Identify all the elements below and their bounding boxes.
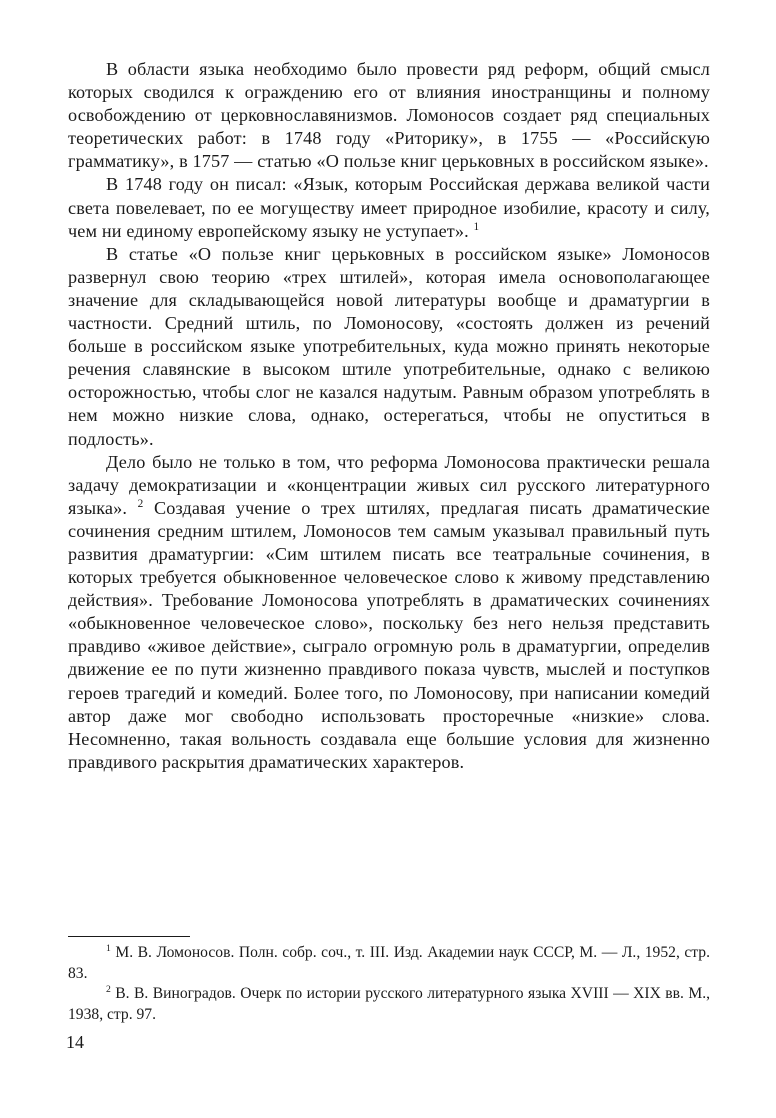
footnote-1-marker: 1 xyxy=(106,942,111,954)
main-text xyxy=(68,58,710,774)
footnote-ref-1: 1 xyxy=(473,220,480,233)
paragraph-quote-1748-text: В 1748 году он писал: «Язык, которым Российская держава великой части света повелевает, по ее могуществу имеет природное изобилие, красоту и силу, чем ни единому европейскому языку не уступает». xyxy=(68,174,710,241)
footnote-1 xyxy=(68,943,710,984)
paragraph-three-styles: В статье «О пользе книг церьковных в российском языке» Ломоносов развернул свою теорию «трех штилей», которая имела основополагающее значение для складывающейся новой литературы вообще и драматургии в частности. Средний штиль, по Ломоносову, «состоять должен из речений больше в российском языке употребительных, куда можно принять некоторые речения славянские в высоком штиле употребительные, однако с великою осторожностью, чтобы слог не казался надутым. Равным образом употреблять в нем можно низкие слова, однако, остерегаться, чтобы не опуститься в подлость». xyxy=(68,243,710,449)
footnote-1-text: М. В. Ломоносов. Полн. собр. соч., т. III. Изд. Академии наук СССР, М. — Л., 1952, стр. 83. xyxy=(68,944,710,982)
page-number: 14 xyxy=(66,1032,84,1052)
paragraph-democratization-text-1: Дело было не только в том, что реформа Ломоносова практически решала задачу демократизации и «концентрации живых сил русского литературного языка». xyxy=(68,451,710,518)
footnote-divider xyxy=(68,936,190,937)
paragraph-language-reform: В области языка необходимо было провести ряд реформ, общий смысл которых сводился к ограждению его от влияния иностранщины и полному освобождению от церковнославянизмов. Ломоносов создает ряд специальных теоретических работ: в 1748 году «Риторику», в 1755 — «Российскую грамматику», в 1757 — статью «О пользе книг церьковных в российском языке». xyxy=(68,59,710,172)
paragraph-democratization-text-2: Создавая учение о трех штилях, предлагая писать драматические сочинения средним штилем, Ломоносов тем самым указывал правильный путь развития драматургии: «Сим штилем писать все театральные сочинения, в которых требуется обыкновенное человеческое слово к живому представлению действия». Требование Ломоносова употреблять в драматических сочинениях «обыкновенное человеческое слово», поскольку без него нельзя представить правдиво «живое действие», сыграло огромную роль в драматургии, определив движение ее по пути жизненно правдивого показа чувств, мыслей и поступков героев трагедий и комедий. Более того, по Ломоносову, при написании комедий автор даже мог свободно использовать просторечные «низкие» слова. Несомненно, такая вольность создавала еще большие условия для жизненно правдивого раскрытия драматических характеров. xyxy=(68,497,710,772)
footnotes xyxy=(68,936,710,1025)
paragraph-quote-1748 xyxy=(68,173,710,242)
footnote-2 xyxy=(68,984,710,1025)
paragraph-democratization xyxy=(68,451,710,774)
footnote-2-marker: 2 xyxy=(106,983,111,995)
footnote-2-text: В. В. Виноградов. Очерк по истории русского литературного языка XVIII — XIX вв. М., 1938, стр. 97. xyxy=(68,985,710,1023)
footnote-ref-2: 2 xyxy=(137,497,144,510)
